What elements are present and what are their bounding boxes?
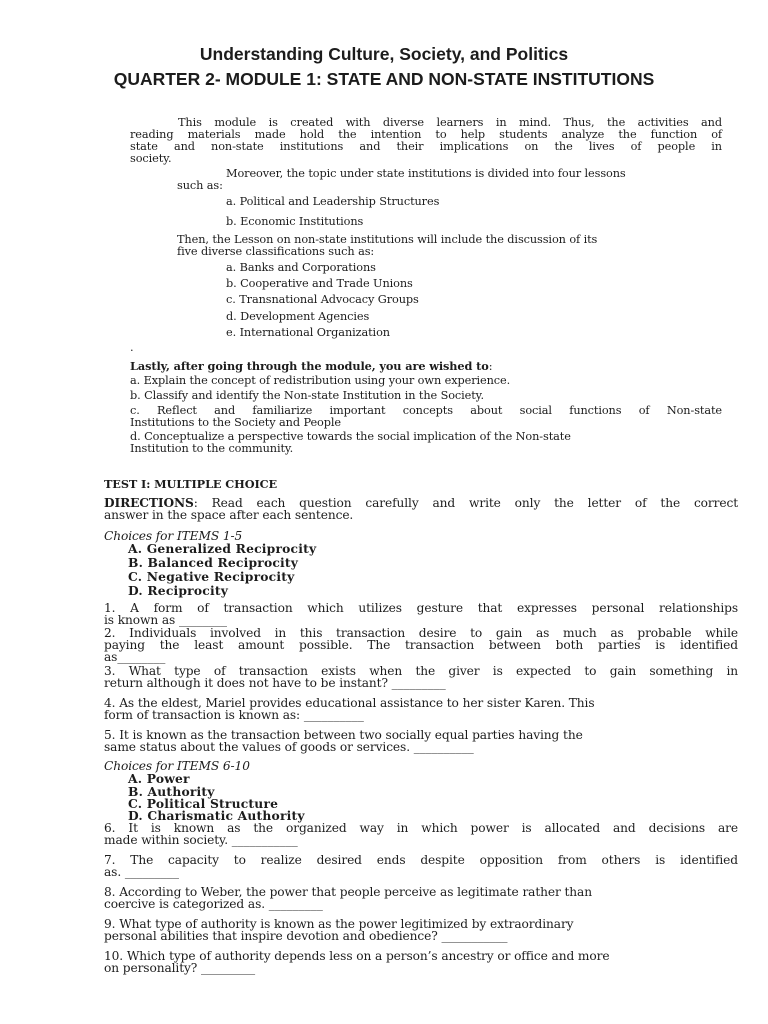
- question-line: 10. Which type of authority depends less on a person’s ancestry or office and more: [104, 949, 610, 963]
- intro-line: This module is created with diverse learners in mind. Thus, the activities and: [178, 116, 722, 129]
- nonstate-item: a. Banks and Corporations: [226, 261, 376, 274]
- test-heading: TEST I: MULTIPLE CHOICE: [104, 477, 278, 491]
- question-line: 7. The capacity to realize desired ends despite opposition from others is identified: [104, 853, 738, 867]
- question-line: return although it does not have to be instant? _________: [104, 676, 446, 690]
- intro-line: state and non-state institutions and their implications on the lives of people in: [130, 140, 722, 153]
- stray-dot: .: [130, 341, 134, 354]
- nonstate-topic-line: five diverse classifications such as:: [177, 245, 375, 258]
- directions-line: answer in the space after each sentence.: [104, 508, 354, 522]
- question-line: as________: [104, 650, 166, 664]
- question-line: 8. According to Weber, the power that people perceive as legitimate rather than: [104, 885, 592, 899]
- question-line: paying the least amount possible. The transaction between both parties is identified: [104, 638, 738, 652]
- question-1: [104, 602, 738, 626]
- choice-option: B. Authority: [128, 784, 215, 799]
- directions: [104, 497, 738, 521]
- objective-line: c. Reflect and familiarize important concepts about social functions of Non-state: [130, 404, 722, 417]
- state-topic-line: Moreover, the topic under state institutions is divided into four lessons: [226, 167, 626, 180]
- nonstate-item: b. Cooperative and Trade Unions: [226, 277, 413, 290]
- choice-option: A. Generalized Reciprocity: [128, 541, 317, 556]
- choice-option: D. Charismatic Authority: [128, 808, 305, 823]
- question-line: as. _________: [104, 865, 179, 879]
- nonstate-item: c. Transnational Advocacy Groups: [226, 293, 419, 306]
- intro-paragraph: [130, 117, 722, 165]
- question-7: [104, 854, 738, 878]
- intro-line: society.: [130, 152, 172, 165]
- question-2: [104, 627, 738, 663]
- question-line: coercive is categorized as. _________: [104, 897, 323, 911]
- objective-line: Institution to the community.: [130, 442, 294, 455]
- question-4: [104, 697, 595, 721]
- directions-text: : Read each question carefully and write only the letter of the correct: [193, 496, 738, 510]
- question-6: [104, 822, 738, 846]
- objectives-heading-text: Lastly, after going through the module, you are wished to: [130, 359, 489, 373]
- document-title: Understanding Culture, Society, and Politics: [199, 44, 569, 64]
- question-3: [104, 665, 738, 689]
- choices-label: Choices for ITEMS 6-10: [104, 759, 250, 773]
- objectives-heading: [130, 360, 492, 373]
- choice-option: C. Political Structure: [128, 796, 279, 811]
- nonstate-item: e. International Organization: [226, 326, 390, 339]
- module-title: QUARTER 2- MODULE 1: STATE AND NON-STATE INSTITUTIONS: [113, 69, 655, 89]
- question-5: [104, 729, 583, 753]
- nonstate-item: d. Development Agencies: [226, 310, 370, 323]
- state-item: a. Political and Leadership Structures: [226, 195, 440, 208]
- question-8: [104, 886, 592, 910]
- state-item: b. Economic Institutions: [226, 215, 364, 228]
- objectives-heading-colon: :: [488, 360, 493, 373]
- objective-item: a. Explain the concept of redistribution using your own experience.: [130, 374, 511, 387]
- question-line: 6. It is known as the organized way in which power is allocated and decisions are: [104, 821, 738, 835]
- objective-item: b. Classify and identify the Non-state Institution in the Society.: [130, 389, 484, 402]
- state-topic-line: such as:: [177, 179, 223, 192]
- objective-item: [130, 405, 722, 429]
- question-line: same status about the values of goods or services. __________: [104, 740, 474, 754]
- question-line: 2. Individuals involved in this transaction desire to gain as much as probable while: [104, 626, 738, 640]
- question-line: 1. A form of transaction which utilizes gesture that expresses personal relationships: [104, 601, 738, 615]
- question-9: [104, 918, 573, 942]
- question-line: is known as ________: [104, 613, 227, 627]
- question-10: [104, 950, 609, 974]
- question-line: 4. As the eldest, Mariel provides educational assistance to her sister Karen. This: [104, 696, 595, 710]
- question-line: 5. It is known as the transaction between two socially equal parties having the: [104, 728, 583, 742]
- choice-option: B. Balanced Reciprocity: [128, 555, 299, 570]
- directions-label: DIRECTIONS: [104, 496, 194, 510]
- objective-line: Institutions to the Society and People: [130, 416, 341, 429]
- question-line: 3. What type of transaction exists when the giver is expected to gain something in: [104, 664, 738, 678]
- objective-item: [130, 431, 571, 455]
- objective-line: d. Conceptualize a perspective towards the social implication of the Non-state: [130, 430, 571, 443]
- question-line: made within society. ___________: [104, 833, 298, 847]
- choice-option: D. Reciprocity: [128, 583, 229, 598]
- choices-label: Choices for ITEMS 1-5: [104, 529, 243, 543]
- question-line: 9. What type of authority is known as the power legitimized by extraordinary: [104, 917, 574, 931]
- choice-option: A. Power: [128, 771, 190, 786]
- question-line: form of transaction is known as: __________: [104, 708, 364, 722]
- question-line: on personality? _________: [104, 961, 255, 975]
- nonstate-topic-line: Then, the Lesson on non-state institutions will include the discussion of its: [177, 233, 598, 246]
- intro-line: reading materials made hold the intention to help students analyze the function of: [130, 128, 722, 141]
- choice-option: C. Negative Reciprocity: [128, 569, 295, 584]
- question-line: personal abilities that inspire devotion and obedience? ___________: [104, 929, 508, 943]
